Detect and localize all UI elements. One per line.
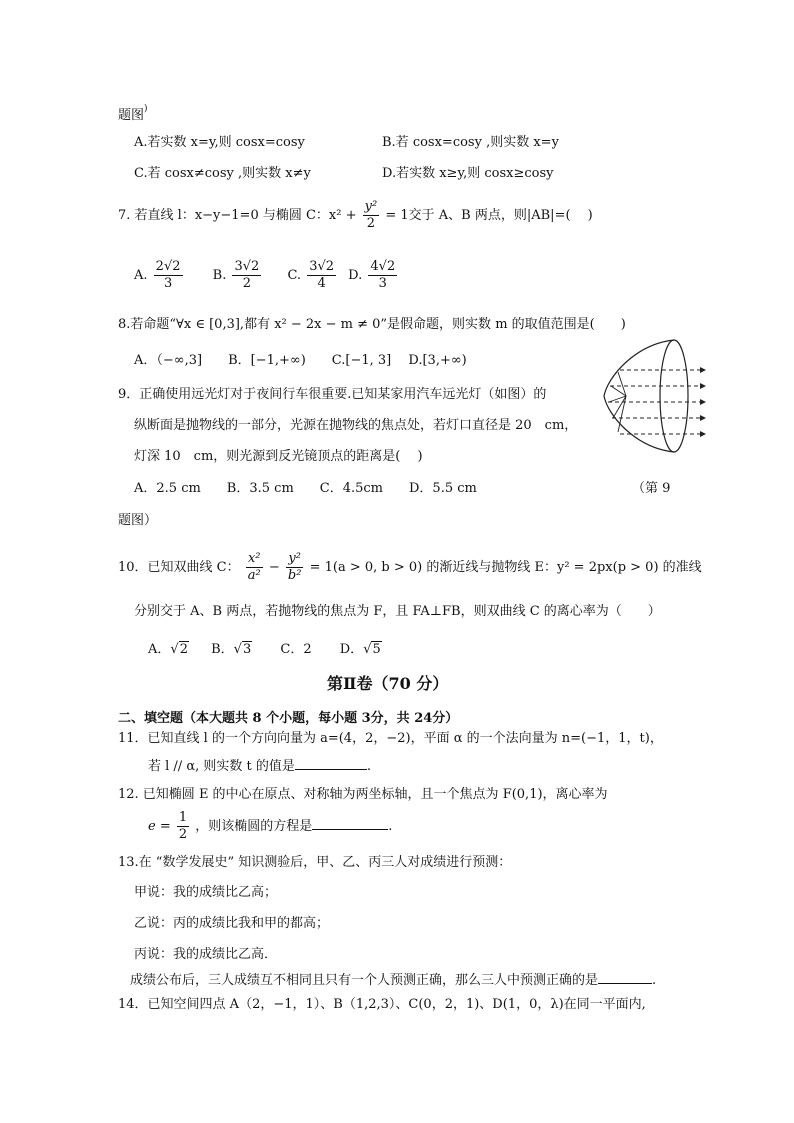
q13-conclusion: 成绩公布后，三人成绩互不相同且只有一个人预测正确，那么三人中预测正确的是 .: [130, 973, 657, 988]
section2-header: 二、填空题（本大题共 8 个小题，每小题 3分，共 24分）: [118, 711, 459, 726]
q12-answer-blank[interactable]: [312, 829, 388, 830]
q6-caption-tail: 题图): [118, 104, 148, 123]
q6-option-c: C.若 cosx≠cosy ,则实数 x≠y: [134, 166, 311, 181]
headlight-parabola-figure: [596, 336, 706, 456]
q13-answer-blank[interactable]: [598, 983, 652, 984]
q13-jia: 甲说：我的成绩比乙高；: [134, 885, 278, 900]
q13-line1: 13.在 “数学发展史” 知识测验后，甲、乙、丙三人对成绩进行预测：: [118, 855, 512, 870]
q8-options: A．（−∞,3] B．[−1,+∞) C.[−1, 3] D.[3,+∞): [134, 353, 467, 368]
q10-options: A．√2 B．√3 C．2 D．√5: [148, 642, 381, 657]
q13-yi: 乙说：丙的成绩比我和甲的都高；: [134, 916, 330, 931]
q10-line2: 分别交于 A、B 两点，若抛物线的焦点为 F，且 FA⊥FB，则双曲线 C 的离心率为（ ）: [134, 604, 661, 619]
section2-title: 第Ⅱ卷（70 分）: [327, 674, 449, 693]
q12-line2: e = $\frac{1}{2}$ ，则该椭圆的方程是 .: [148, 810, 393, 842]
q6-option-a: A.若实数 x=y,则 cosx=cosy: [134, 135, 305, 150]
q11-answer-blank[interactable]: [295, 769, 367, 770]
q11-line1: 11．已知直线 l 的一个方向向量为 a=(4，2，−2)，平面 α 的一个法向量为 n=(−1，1，t)，: [118, 731, 663, 746]
q7-stem: 7. 若直线 l：x−y−1=0 与椭圆 C：x² + $\frac{\text{y²}}{2}$ = 1交于 A、B 两点，则|AB|=( ): [118, 199, 593, 231]
q6-option-b: B.若 cosx=cosy ,则实数 x=y: [382, 135, 559, 150]
q9-line2: 纵断面是抛物线的一部分，光源在抛物线的焦点处，若灯口直径是 20 cm，: [134, 418, 578, 433]
q11-line2: 若 l // α, 则实数 t 的值是 .: [148, 759, 371, 774]
q9-line1: 9．正确使用远光灯对于夜间行车很重要.已知某家用汽车远光灯（如图）的: [118, 387, 547, 402]
q6-option-d: D.若实数 x≥y,则 cosx≥cosy: [382, 166, 554, 181]
q13-bing: 丙说：我的成绩比乙高．: [134, 947, 278, 962]
q9-options: A．2.5 cm B．3.5 cm C．4.5cm D．5.5 cm: [134, 481, 477, 496]
q9-line3: 灯深 10 cm，则光源到反光镜顶点的距离是( ): [134, 449, 423, 464]
q8-stem: 8.若命题“∀x ∈ [0,3],都有 x² − 2x − m ≠ 0”是假命题，则实数 m 的取值范围是( ): [118, 317, 626, 332]
q14-line1: 14．已知空间四点 A（2，−1，1）、B（1,2,3）、C(0，2，1)、D(1，0，λ)在同一平面内,: [118, 997, 646, 1012]
q9-caption-tail: 题图）: [118, 513, 158, 528]
q12-line1: 12. 已知椭圆 E 的中心在原点、对称轴为两坐标轴，且一个焦点为 F(0,1)，离心率为: [118, 787, 608, 802]
q7-options: A. $\frac{2√2}{3}$ B. $\frac{3√2}{2}$ C. $\frac{3√2}{4}$ D. $\frac{4√2}{3}$: [134, 259, 396, 291]
q10-stem: 10．已知双曲线 C： $\frac{\text{x²}}{\text{a²}}$ − $\frac{\text{y²}}{\text{b²}}$ = 1(a > 0, b > 0) 的渐近线与抛物线 E：y² = 2px(p > 0) 的准线: [118, 551, 702, 583]
q9-caption: （第 9: [632, 481, 671, 496]
